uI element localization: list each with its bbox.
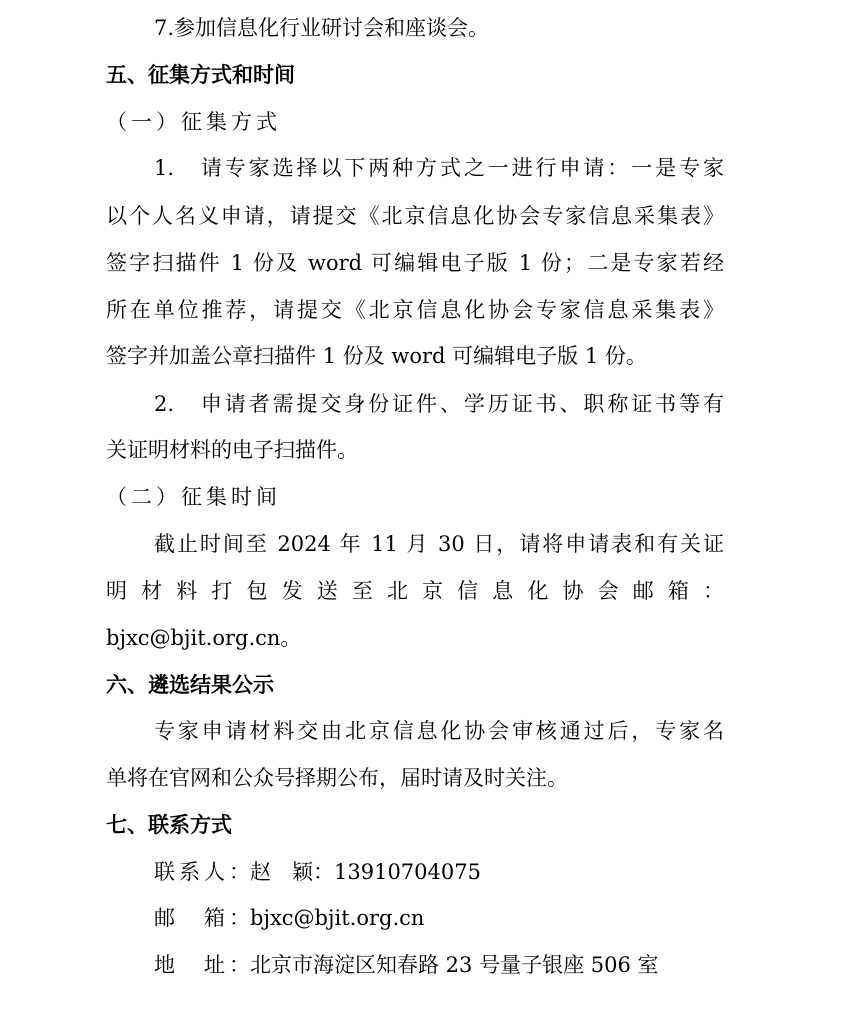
paragraph-line: 2. 申请者需提交身份证件、学历证书、职称证书等有 [154, 392, 724, 416]
section-6-heading: 六、遴选结果公示 [106, 673, 274, 697]
subsection-1-heading: （一）征集方式 [106, 110, 281, 134]
contact-value: 赵 颖：13910704075 [250, 860, 481, 884]
section-5-heading: 五、征集方式和时间 [106, 63, 295, 87]
address-value: 北京市海淀区知春路 23 号量子银座 506 室 [250, 953, 659, 977]
list-item-7: 7.参加信息化行业研讨会和座谈会。 [154, 16, 490, 40]
paragraph-line: 截止时间至 2024 年 11 月 30 日，请将申请表和有关证 [154, 532, 724, 556]
paragraph-line: 关证明材料的电子扫描件。 [106, 438, 358, 462]
email-text: bjxc@bjit.org.cn。 [106, 626, 302, 650]
email-value: bjxc@bjit.org.cn [250, 906, 425, 930]
paragraph-line: 单将在官网和公众号择期公布，届时请及时关注。 [106, 766, 568, 790]
paragraph-line: 签字并加盖公章扫描件 1 份及 word 可编辑电子版 1 份。 [106, 344, 647, 368]
contact-row [154, 858, 481, 886]
paragraph-line: 所在单位推荐，请提交《北京信息化协会专家信息采集表》 [106, 298, 724, 322]
paragraph-line: 以个人名义申请，请提交《北京信息化协会专家信息采集表》 [106, 204, 724, 228]
section-7-heading: 七、联系方式 [106, 813, 232, 837]
email-label: 邮 箱： [154, 906, 250, 930]
address-row [154, 951, 659, 979]
subsection-2-heading: （二）征集时间 [106, 485, 281, 509]
email-row [154, 904, 424, 932]
paragraph-line: 专家申请材料交由北京信息化协会审核通过后，专家名 [154, 719, 724, 743]
contact-label: 联系人： [154, 860, 250, 884]
address-label: 地 址： [154, 953, 250, 977]
paragraph-line: 明材料打包发送至北京信息化协会邮箱： [106, 579, 724, 603]
paragraph-line: 签字扫描件 1 份及 word 可编辑电子版 1 份；二是专家若经 [106, 251, 724, 275]
paragraph-line: 1. 请专家选择以下两种方式之一进行申请：一是专家 [154, 156, 724, 180]
